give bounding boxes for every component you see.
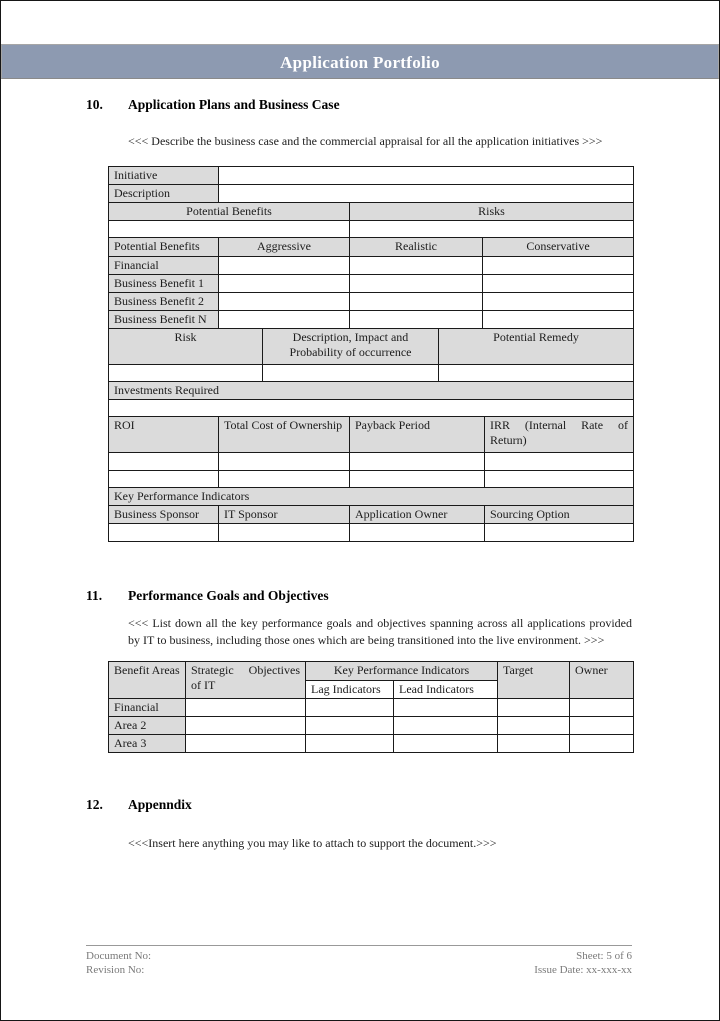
section-11-number: 11. — [86, 588, 103, 603]
section-12-title: Appenndix — [128, 797, 192, 812]
empty-cell[interactable] — [219, 275, 350, 293]
business-sponsor-header: Business Sponsor — [109, 506, 219, 524]
empty-cell[interactable] — [219, 293, 350, 311]
performance-row-financial — [109, 699, 634, 717]
empty-cell[interactable] — [485, 524, 634, 542]
kpi-group-header: Key Performance Indicators — [306, 662, 498, 681]
empty-cell[interactable] — [186, 699, 306, 717]
benefit-row-label: Business Benefit 2 — [109, 293, 219, 311]
performance-goals-table — [108, 661, 634, 753]
sourcing-option-header: Sourcing Option — [485, 506, 634, 524]
finance-kpi-table — [108, 416, 634, 542]
section-11-title: Performance Goals and Objectives — [128, 588, 329, 603]
document-title: Application Portfolio — [280, 53, 440, 72]
owner-header: Owner — [570, 662, 634, 699]
section-12-heading — [86, 797, 632, 813]
empty-cell[interactable] — [263, 365, 439, 382]
risk-remedy-header: Potential Remedy — [439, 329, 634, 365]
empty-cell[interactable] — [109, 453, 219, 471]
benefit-row-2 — [109, 293, 634, 311]
kpi-title-row — [109, 488, 634, 506]
benefit-row-n — [109, 311, 634, 329]
empty-cell[interactable] — [483, 293, 634, 311]
performance-row-label: Area 3 — [109, 735, 186, 753]
empty-cell[interactable] — [186, 735, 306, 753]
benefits-risks-value-row — [109, 221, 634, 238]
risk-description-header: Description, Impact and Probability of occurrence — [263, 329, 439, 365]
benefit-row-financial — [109, 257, 634, 275]
benefit-col-header-realistic: Realistic — [350, 238, 483, 257]
empty-cell[interactable] — [219, 471, 350, 488]
footer-revision-no: Revision No: — [86, 964, 145, 976]
performance-row-area2 — [109, 717, 634, 735]
empty-cell[interactable] — [439, 365, 634, 382]
tco-header: Total Cost of Ownership — [219, 417, 350, 453]
performance-row-label: Financial — [109, 699, 186, 717]
performance-header-row — [109, 662, 634, 681]
benefit-columns-header-row — [109, 238, 634, 257]
description-row — [109, 185, 634, 203]
finance-header-row — [109, 417, 634, 453]
risk-col-header: Risk — [109, 329, 263, 365]
empty-cell[interactable] — [219, 453, 350, 471]
performance-row-label: Area 2 — [109, 717, 186, 735]
empty-cell[interactable] — [350, 471, 485, 488]
section-10-title: Application Plans and Business Case — [128, 97, 340, 112]
sponsor-value-row — [109, 524, 634, 542]
potential-benefits-value-cell[interactable] — [109, 221, 350, 238]
empty-cell[interactable] — [394, 699, 498, 717]
initiative-label: Initiative — [109, 167, 219, 185]
empty-cell[interactable] — [350, 257, 483, 275]
empty-cell[interactable] — [570, 735, 634, 753]
potential-benefits-header: Potential Benefits — [109, 203, 350, 221]
empty-cell[interactable] — [219, 524, 350, 542]
empty-cell[interactable] — [186, 717, 306, 735]
benefit-row-1 — [109, 275, 634, 293]
finance-value-row — [109, 453, 634, 471]
section-10-number: 10. — [86, 97, 103, 112]
empty-cell[interactable] — [394, 735, 498, 753]
benefit-row-label: Financial — [109, 257, 219, 275]
footer-sheet: Sheet: 5 of 6 — [576, 950, 632, 962]
it-sponsor-header: IT Sponsor — [219, 506, 350, 524]
empty-cell[interactable] — [350, 311, 483, 329]
initiative-row — [109, 167, 634, 185]
target-header: Target — [498, 662, 570, 699]
irr-header: IRR (Internal Rate of Return) — [485, 417, 634, 453]
lag-indicators-header: Lag Indicators — [306, 681, 394, 699]
section-12-number: 12. — [86, 797, 103, 812]
benefit-col-header-conservative: Conservative — [483, 238, 634, 257]
empty-cell[interactable] — [483, 275, 634, 293]
application-owner-header: Application Owner — [350, 506, 485, 524]
empty-cell[interactable] — [109, 471, 219, 488]
risks-header: Risks — [350, 203, 634, 221]
empty-cell[interactable] — [483, 311, 634, 329]
empty-cell[interactable] — [109, 365, 263, 382]
empty-cell[interactable] — [306, 735, 394, 753]
investments-header-row — [109, 382, 634, 400]
empty-cell[interactable] — [306, 717, 394, 735]
benefit-row-label: Business Benefit N — [109, 311, 219, 329]
benefit-row-label: Business Benefit 1 — [109, 275, 219, 293]
empty-cell[interactable] — [498, 699, 570, 717]
risk-header-row — [109, 329, 634, 365]
empty-cell[interactable] — [219, 257, 350, 275]
investments-required-label: Investments Required — [109, 382, 634, 400]
risk-table — [108, 328, 634, 417]
empty-cell[interactable] — [483, 257, 634, 275]
footer-issue-date: Issue Date: xx-xxx-xx — [534, 964, 632, 976]
empty-cell[interactable] — [350, 293, 483, 311]
section-10-instruction: <<< Describe the business case and the commercial appraisal for all the application initiatives >>> — [128, 134, 603, 148]
investments-value-row — [109, 400, 634, 417]
benefit-col-header: Potential Benefits — [109, 238, 219, 257]
business-case-table — [108, 166, 634, 329]
empty-cell[interactable] — [498, 735, 570, 753]
performance-row-area3 — [109, 735, 634, 753]
empty-cell[interactable] — [306, 699, 394, 717]
empty-cell[interactable] — [350, 524, 485, 542]
page-footer — [86, 945, 632, 977]
empty-cell[interactable] — [570, 699, 634, 717]
payback-header: Payback Period — [350, 417, 485, 453]
section-12-instruction: <<<Insert here anything you may like to attach to support the document.>>> — [128, 836, 497, 850]
risk-value-row — [109, 365, 634, 382]
benefits-risks-header-row — [109, 203, 634, 221]
empty-cell[interactable] — [109, 400, 634, 417]
empty-cell[interactable] — [219, 311, 350, 329]
title-banner — [1, 44, 719, 79]
lead-indicators-header: Lead Indicators — [394, 681, 498, 699]
initiative-value-cell[interactable] — [219, 167, 634, 185]
section-11-heading — [86, 588, 632, 604]
empty-cell[interactable] — [485, 471, 634, 488]
risks-value-cell[interactable] — [350, 221, 634, 238]
empty-cell[interactable] — [485, 453, 634, 471]
kpi-title: Key Performance Indicators — [109, 488, 634, 506]
empty-cell[interactable] — [350, 453, 485, 471]
empty-cell[interactable] — [109, 524, 219, 542]
footer-document-no: Document No: — [86, 950, 152, 962]
sponsor-header-row — [109, 506, 634, 524]
benefit-col-header-aggressive: Aggressive — [219, 238, 350, 257]
roi-header: ROI — [109, 417, 219, 453]
finance-value-row — [109, 471, 634, 488]
section-10-heading — [86, 97, 632, 113]
empty-cell[interactable] — [394, 717, 498, 735]
description-label: Description — [109, 185, 219, 203]
empty-cell[interactable] — [350, 275, 483, 293]
strategic-objectives-header: Strategic Objectives of IT — [186, 662, 306, 699]
benefit-areas-header: Benefit Areas — [109, 662, 186, 699]
empty-cell[interactable] — [498, 717, 570, 735]
section-11-instruction: <<< List down all the key performance goals and objectives spanning across all applications provided by IT to business, including those ones which are being transitioned into the live environment. >>> — [128, 616, 632, 647]
empty-cell[interactable] — [570, 717, 634, 735]
description-value-cell[interactable] — [219, 185, 634, 203]
